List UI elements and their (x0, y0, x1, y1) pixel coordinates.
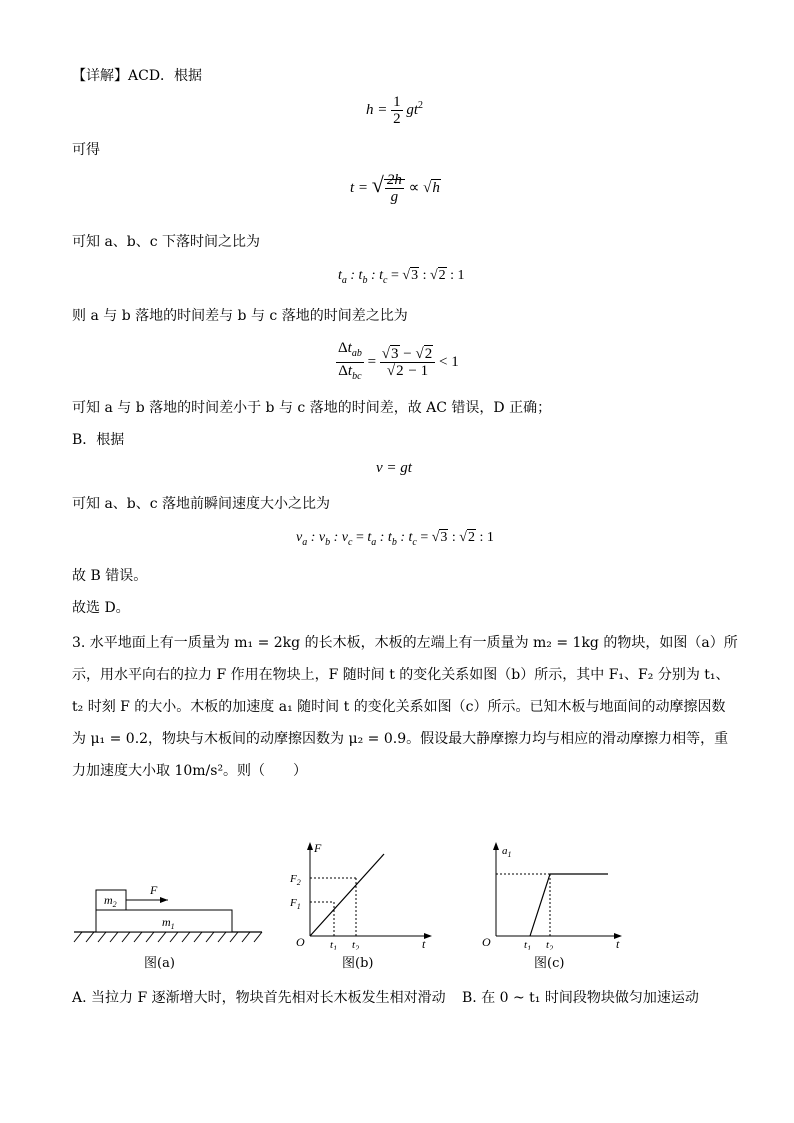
question-line-5: 力加速度大小取 10m/s²。则（ ） (72, 763, 308, 779)
option-a[interactable]: A. 当拉力 F 逐渐增大时，物块首先相对长木板发生相对滑动 (72, 990, 446, 1006)
option-b[interactable]: B. 在 0 ~ t₁ 时间段物块做匀加速运动 (462, 990, 699, 1006)
question-line-2: 示，用水平向右的拉力 F 作用在物块上，F 随时间 t 的变化关系如图（b）所示，其中 F₁、F₂ 分别为 t₁、 (72, 667, 730, 683)
svg-text:t2: $t_2$ (352, 939, 360, 950)
solution-time-ratio-text: 可知 a、b、c 下落时间之比为 (72, 234, 261, 250)
question-line-1: 3. 水平地面上有一质量为 m₁ = 2kg 的长木板，木板的左端上有一质量为 m₂ = 1kg 的物块，如图（a）所 (72, 635, 738, 651)
question-line-3: t₂ 时刻 F 的大小。木板的加速度 a₁ 随时间 t 的变化关系如图（c）所示。已知木板与地面间的动摩擦因数 (72, 699, 726, 715)
svg-text:t: t (422, 937, 426, 950)
svg-text:F: F (314, 841, 322, 855)
svg-text:m2: $m_2$ (104, 893, 117, 909)
solution-conclusion: 可知 a 与 b 落地的时间差小于 b 与 c 落地的时间差，故 AC 错误，D 正确； (72, 400, 552, 416)
figure-b-caption: 图(b) (342, 956, 374, 971)
figure-c-caption: 图(c) (534, 956, 565, 971)
svg-text:t2: $t_2$ (546, 939, 554, 950)
svg-text:t1: $t_1$ (330, 939, 338, 950)
svg-text:t: t (616, 937, 620, 950)
f-line (310, 854, 384, 936)
a-line-rise (530, 874, 550, 936)
svg-text:O: O (296, 935, 305, 949)
solution-b-wrong: 故 B 错误。 (72, 568, 148, 584)
equation-h-gt2: h = $\frac{1}{2}$ $gt^2$ (366, 94, 424, 127)
figure-c-a-t-graph (478, 838, 628, 950)
solution-kede: 可得 (72, 142, 100, 158)
figure-a-caption: 图(a) (144, 956, 175, 971)
svg-text:O: O (482, 935, 491, 949)
solution-choose: 故选 D。 (72, 600, 130, 616)
svg-text:F2: $F_2$ (290, 873, 301, 887)
svg-text:F: F (150, 883, 158, 897)
solution-b: B．根据 (72, 432, 125, 448)
solution-velocity-ratio-text: 可知 a、b、c 落地前瞬间速度大小之比为 (72, 496, 331, 512)
svg-text:F1: $F_1$ (290, 897, 301, 911)
equation-time-ratio: $t_a$ : $t_b$ : $t_c = √3$ : √2 : 1 (338, 268, 465, 286)
svg-text:t1: $t_1$ (524, 939, 532, 950)
solution-header: 【详解】ACD．根据 (72, 68, 203, 84)
figure-b-f-t-graph (286, 838, 436, 950)
svg-text:m1: $m_1$ (162, 915, 175, 931)
equation-v-gt: v = gt (376, 460, 412, 476)
equation-diff-ratio: $\frac{\Delta t_{ab}}{\Delta t_{bc}}$ = $\frac{√3 - √2}{√2 - 1}$ < 1 (338, 340, 459, 382)
svg-text:a1: $a_1$ (502, 845, 512, 859)
question-line-4: 为 μ₁ = 0.2，物块与木板间的动摩擦因数为 μ₂ = 0.9。假设最大静摩擦力均与相应的滑动摩擦力相等，重 (72, 731, 729, 747)
solution-diff-text: 则 a 与 b 落地的时间差与 b 与 c 落地的时间差之比为 (72, 308, 408, 324)
equation-velocity-ratio: $v_a$ : $v_b$ : $v_c = t_a$ : $t_b$ : $t_c = √3$ : √2 : 1 (296, 530, 494, 548)
equation-t-sqrt: t = √ $\frac{2h}{g}$ ∝ √h (350, 172, 440, 206)
figure-a-diagram (72, 870, 267, 950)
